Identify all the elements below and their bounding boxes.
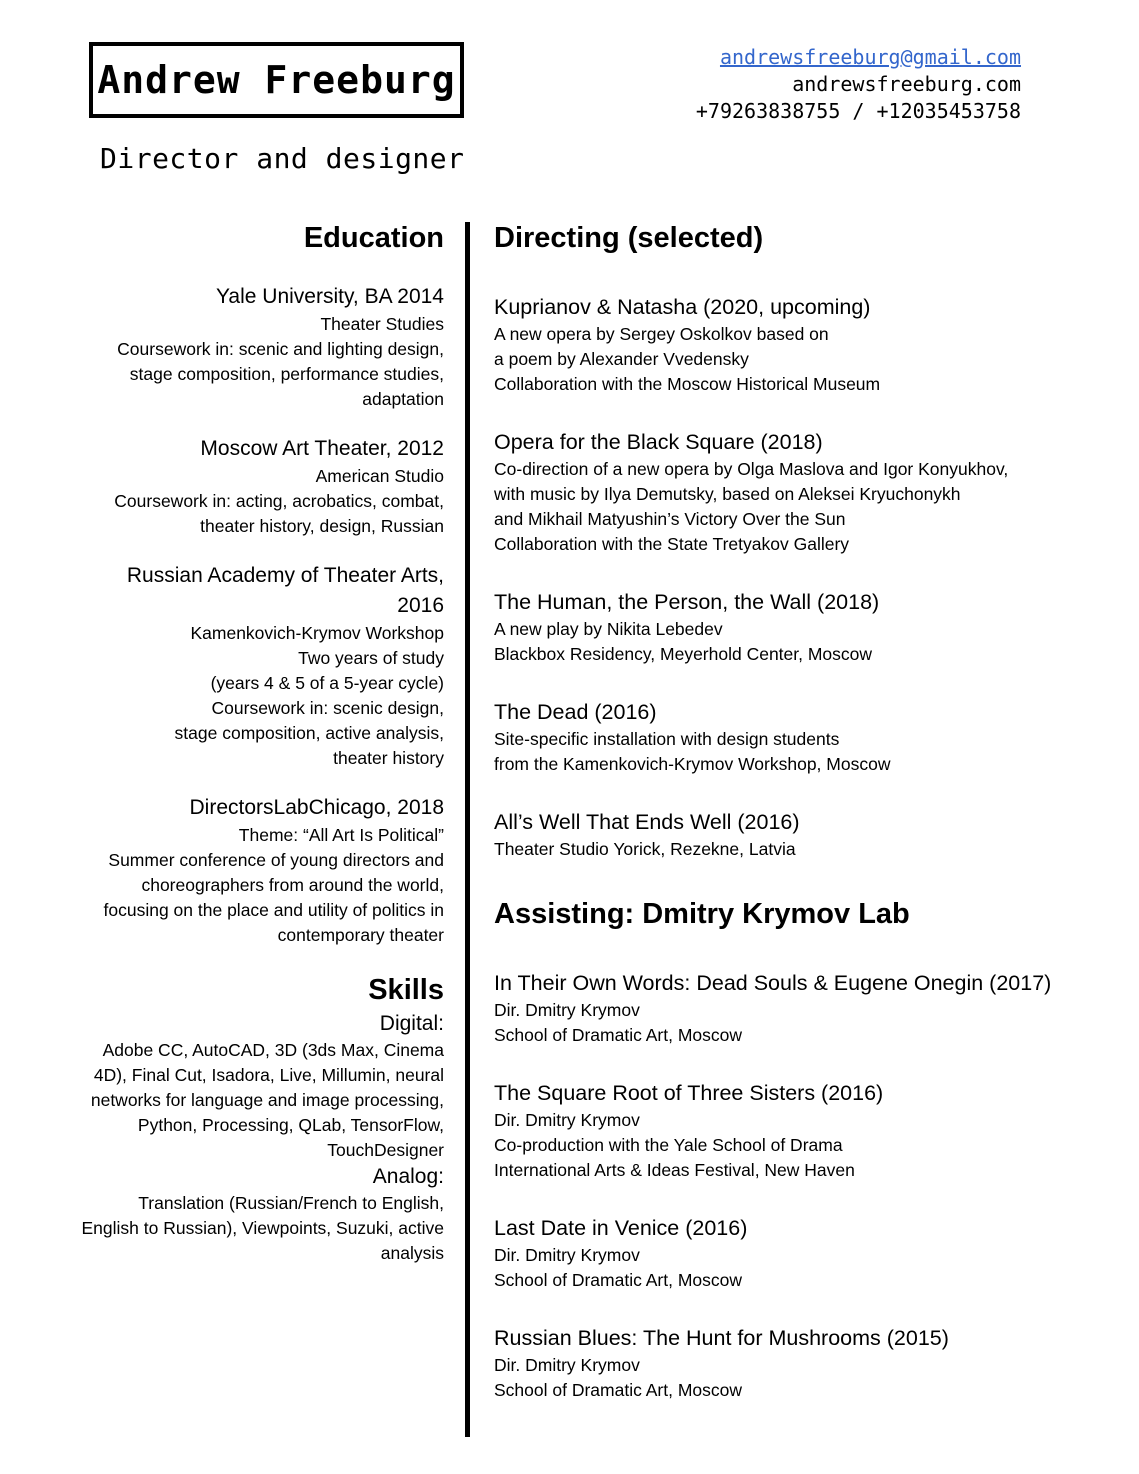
directing-entry [494,697,1094,777]
entry-title: Yale University, BA 2014 [215,285,444,308]
right-column [494,218,1094,1403]
entry-line: School of Dramatic Art, Moscow [494,1270,742,1290]
entry-line: Site-specific installation with design students [494,729,840,749]
entry-line: theater history, design, Russian [200,516,444,536]
entry-title: 2016 [397,594,444,617]
entry-line: Dir. Dmitry Krymov [494,1355,640,1375]
entry-line: Blackbox Residency, Meyerhold Center, Moscow [494,644,873,664]
skill-group-label: Analog: [372,1165,444,1188]
education-entry [55,561,444,771]
entry-line: stage composition, performance studies, [129,364,444,384]
entry-title: Moscow Art Theater, 2012 [200,437,444,460]
education-entry [55,434,444,539]
entry-line: focusing on the place and utility of politics in [103,900,444,920]
directing-entry [494,292,1094,397]
entry-line: Dir. Dmitry Krymov [494,1245,640,1265]
assisting-entry [494,1323,1094,1403]
entry-line: a poem by Alexander Vvedensky [494,349,749,369]
entry-line: Dir. Dmitry Krymov [494,1000,640,1020]
skill-group-digital [55,1010,444,1163]
entry-title: Last Date in Venice (2016) [494,1216,748,1240]
entry-line: and Mikhail Matyushin’s Victory Over the Sun [494,509,846,529]
entry-line: Collaboration with the State Tretyakov Gallery [494,534,850,554]
assisting-entry [494,1078,1094,1183]
entry-line: contemporary theater [277,925,444,945]
entry-line: with music by Ilya Demutsky, based on Aleksei Kryuchonykh [494,484,961,504]
column-divider [465,222,470,1437]
entry-line: stage composition, active analysis, [174,723,444,743]
entry-line: Theater Studio Yorick, Rezekne, Latvia [494,839,796,859]
entry-title: Russian Blues: The Hunt for Mushrooms (2015) [494,1326,949,1350]
entry-line: School of Dramatic Art, Moscow [494,1380,742,1400]
assisting-entry [494,968,1094,1048]
left-column [55,218,444,1266]
entry-line: Coursework in: acting, acrobatics, combat, [114,491,444,511]
entry-line: Coursework in: scenic design, [211,698,444,718]
entry-line: from the Kamenkovich-Krymov Workshop, Moscow [494,754,891,774]
entry-line: Coursework in: scenic and lighting design, [117,339,444,359]
entry-line: English to Russian), Viewpoints, Suzuki, active [81,1218,444,1238]
education-heading: Education [303,222,444,254]
entry-line: Collaboration with the Moscow Historical Museum [494,374,881,394]
directing-entry [494,587,1094,667]
education-entry [55,282,444,412]
entry-line: American Studio [315,466,444,486]
entry-line: Co-production with the Yale School of Drama [494,1135,843,1155]
contact-info [696,44,1021,125]
entry-title: Opera for the Black Square (2018) [494,430,823,454]
resume-name: Andrew Freeburg [97,58,456,102]
directing-entry [494,427,1094,557]
entry-line: International Arts & Ideas Festival, New Haven [494,1160,855,1180]
skill-group-analog [55,1163,444,1266]
tagline: Director and designer [100,142,465,175]
entry-line: analysis [380,1243,444,1263]
entry-line: A new opera by Sergey Oskolkov based on [494,324,829,344]
entry-line: Theme: “All Art Is Political” [238,825,444,845]
entry-line: Dir. Dmitry Krymov [494,1110,640,1130]
entry-title: The Dead (2016) [494,700,657,724]
entry-title: DirectorsLabChicago, 2018 [189,796,444,819]
entry-line: adaptation [362,389,444,409]
entry-line: Two years of study [298,648,444,668]
entry-line: Python, Processing, QLab, TensorFlow, [137,1115,444,1135]
entry-line: Adobe CC, AutoCAD, 3D (3ds Max, Cinema [102,1040,444,1060]
name-box [89,42,464,118]
entry-title: Russian Academy of Theater Arts, [126,564,444,587]
phone-numbers: +79263838755 / +12035453758 [695,99,1021,123]
assisting-heading: Assisting: Dmitry Krymov Lab [494,898,910,930]
website-text: andrewsfreeburg.com [792,72,1021,96]
directing-entry [494,807,1094,862]
entry-line: A new play by Nikita Lebedev [494,619,723,639]
entry-line: networks for language and image processing, [90,1090,444,1110]
skills-heading: Skills [368,974,444,1006]
entry-line: Summer conference of young directors and [108,850,444,870]
entry-line: 4D), Final Cut, Isadora, Live, Millumin, neural [93,1065,444,1085]
entry-title: All’s Well That Ends Well (2016) [494,810,800,834]
entry-line: choreographers from around the world, [141,875,444,895]
directing-heading: Directing (selected) [494,222,764,254]
entry-line: (years 4 & 5 of a 5-year cycle) [210,673,444,693]
entry-line: TouchDesigner [327,1140,444,1160]
entry-line: Theater Studies [320,314,444,334]
email-link[interactable]: andrewsfreeburg@gmail.com [719,45,1021,69]
entry-title: Kuprianov & Natasha (2020, upcoming) [494,295,871,319]
entry-line: School of Dramatic Art, Moscow [494,1025,742,1045]
entry-title: The Human, the Person, the Wall (2018) [494,590,880,614]
skill-group-label: Digital: [379,1012,444,1035]
entry-line: Kamenkovich-Krymov Workshop [190,623,444,643]
entry-line: Co-direction of a new opera by Olga Maslova and Igor Konyukhov, [494,459,1009,479]
education-entry [55,793,444,948]
entry-line: Translation (Russian/French to English, [138,1193,444,1213]
entry-title: The Square Root of Three Sisters (2016) [494,1081,884,1105]
entry-title: In Their Own Words: Dead Souls & Eugene Onegin (2017) [494,971,1052,995]
entry-line: theater history [333,748,444,768]
assisting-entry [494,1213,1094,1293]
